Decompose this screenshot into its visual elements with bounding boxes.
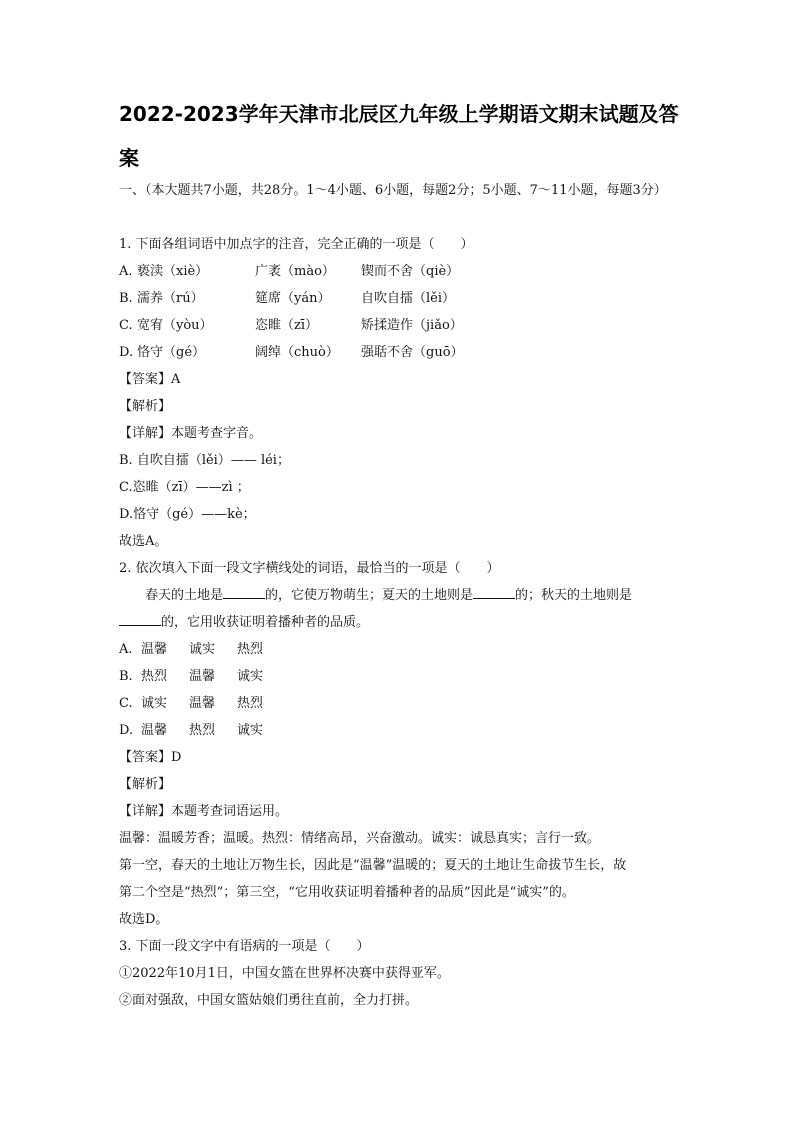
q1-conclusion: 故选A。 xyxy=(119,534,168,549)
q3-sentence-1: ①2022年10月1日，中国女篮在世界杯决赛中获得亚军。 xyxy=(119,966,450,981)
q2-explain-line: 第一空，春天的土地让万物生长，因此是“温馨”温暖的；夏天的土地让生命拔节生长，故 xyxy=(119,858,627,873)
q2-passage-line-1 xyxy=(119,582,679,609)
option-item: 自吹自擂（lěi） xyxy=(361,291,456,306)
q1-answer: 【答案】A xyxy=(119,372,181,387)
option-item: 阔绰（chuò） xyxy=(255,345,339,360)
section-header: 一、（本大题共7小题，共28分。1～4小题、6小题，每题2分；5小题、7～11小题，每题3分） xyxy=(119,183,667,198)
option-item: 锲而不舍（qiè） xyxy=(361,264,460,279)
q2-explain-line: 第二个空是“热烈”；第三空，“它用收获证明着播种者的品质”因此是“诚实”的。 xyxy=(119,885,575,900)
q2-detail: 【详解】本题考查词语运用。 xyxy=(119,804,289,819)
passage-text: 春天的土地是 xyxy=(145,588,224,603)
option-letter: C. xyxy=(119,318,133,333)
q2-stem: 2. 依次填入下面一段文字横线处的词语，最恰当的一项是（ ） xyxy=(119,561,500,576)
option-item: 广袤（mào） xyxy=(255,264,335,279)
option-item: 诚实 xyxy=(141,696,168,711)
option-letter: A. xyxy=(119,264,133,279)
passage-text: 的；秋天的土地则是 xyxy=(515,588,633,603)
option-item: 温馨 xyxy=(189,696,216,711)
option-item: 恪守（gé） xyxy=(137,345,206,360)
option-item: 诚实 xyxy=(237,669,264,684)
q2-option-a xyxy=(119,636,679,663)
option-letter: D. xyxy=(119,723,134,738)
option-item: 温馨 xyxy=(141,642,168,657)
option-item: 恣睢（zī） xyxy=(255,318,319,333)
passage-text: 的，它用收获证明着播种者的品质。 xyxy=(161,615,370,630)
q2-answer: 【答案】D xyxy=(119,750,182,765)
q1-explain-line: D.恪守（gé）——kè； xyxy=(119,507,256,522)
option-item: 强聒不舍（guō） xyxy=(361,345,464,360)
option-item: 温馨 xyxy=(189,669,216,684)
q1-explain-line: B. 自吹自擂（lěi）—— léi； xyxy=(119,453,290,468)
q1-option-a xyxy=(119,258,679,285)
fill-blank xyxy=(119,611,161,626)
option-item: 濡养（rú） xyxy=(137,291,204,306)
document-title: 2022-2023学年天津市北辰区九年级上学期语文期末试题及答案 xyxy=(119,102,679,170)
option-item: 温馨 xyxy=(141,723,168,738)
option-item: 诚实 xyxy=(189,642,216,657)
option-item: 筵席（yán） xyxy=(255,291,331,306)
option-item: 热烈 xyxy=(189,723,216,738)
option-letter: B. xyxy=(119,669,133,684)
q1-option-b xyxy=(119,285,679,312)
q1-analysis-tag: 【解析】 xyxy=(119,399,172,414)
option-item: 矫揉造作（jiǎo） xyxy=(361,318,463,333)
document-body xyxy=(119,177,679,1014)
q1-explain-line: C.恣睢（zī）——zì ； xyxy=(119,480,250,495)
option-letter: B. xyxy=(119,291,133,306)
option-item: 宽宥（yòu） xyxy=(137,318,213,333)
q2-passage-line-2 xyxy=(119,609,679,636)
q3-sentence-2: ②面对强敌，中国女篮姑娘们勇往直前，全力打拼。 xyxy=(119,993,419,1008)
q3-stem: 3. 下面一段文字中有语病的一项是（ ） xyxy=(119,939,370,954)
q2-conclusion: 故选D。 xyxy=(119,912,169,927)
option-letter: C. xyxy=(119,696,133,711)
option-item: 热烈 xyxy=(237,642,264,657)
fill-blank xyxy=(473,584,515,599)
option-letter: A. xyxy=(119,642,133,657)
q2-definitions: 温馨：温暖芳香；温暖。热烈：情绪高昂，兴奋激动。诚实：诚恳真实；言行一致。 xyxy=(119,831,601,846)
option-item: 亵渎（xiè） xyxy=(137,264,209,279)
q2-option-c xyxy=(119,690,679,717)
q1-option-d xyxy=(119,339,679,366)
option-letter: D. xyxy=(119,345,134,360)
fill-blank xyxy=(223,584,265,599)
option-item: 热烈 xyxy=(141,669,168,684)
q1-detail: 【详解】本题考查字音。 xyxy=(119,426,263,441)
q2-analysis-tag: 【解析】 xyxy=(119,777,172,792)
q2-option-d xyxy=(119,717,679,744)
option-item: 热烈 xyxy=(237,696,264,711)
q1-option-c xyxy=(119,312,679,339)
q2-option-b xyxy=(119,663,679,690)
option-item: 诚实 xyxy=(237,723,264,738)
q1-stem: 1. 下面各组词语中加点字的注音，完全正确的一项是（ ） xyxy=(119,237,474,252)
passage-text: 的，它使万物萌生；夏天的土地则是 xyxy=(265,588,474,603)
